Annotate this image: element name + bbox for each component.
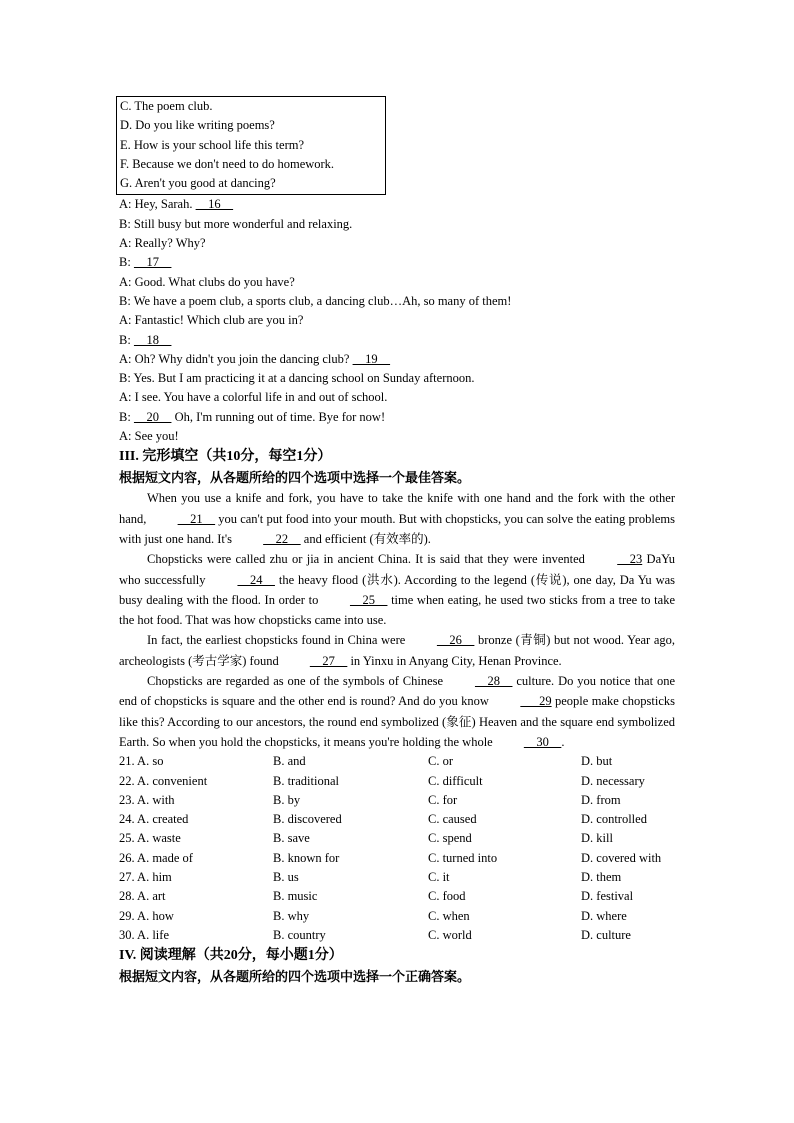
section-3-instruction: 根据短文内容，从各题所给的四个选项中选择一个最佳答案。 xyxy=(119,470,471,486)
dialogue-line xyxy=(119,292,675,311)
choice-option: C. it xyxy=(428,869,450,884)
dialogue-line xyxy=(119,388,675,407)
passage-paragraph xyxy=(119,671,675,752)
choice-option: D. from xyxy=(581,792,621,807)
choice-option: C. turned into xyxy=(428,850,498,865)
choice-option: C. for xyxy=(428,792,458,807)
choice-option: C. difficult xyxy=(428,773,483,788)
choice-option: B. traditional xyxy=(273,773,339,788)
options-box xyxy=(116,96,386,195)
dialogue-text: A: I see. You have a colorful life in and out of school. xyxy=(119,390,388,405)
answer-blank: 16 xyxy=(195,197,234,212)
dialogue-line xyxy=(119,234,675,253)
choice-option: 27. A. him xyxy=(119,869,172,884)
choice-row xyxy=(119,829,675,848)
option-line: G. Aren't you good at dancing? xyxy=(120,176,276,191)
passage-paragraph xyxy=(119,488,675,549)
choice-option: B. and xyxy=(273,754,306,769)
choice-option: D. controlled xyxy=(581,812,647,827)
answer-blank: 18 xyxy=(133,332,172,347)
choice-option: 24. A. created xyxy=(119,812,189,827)
dialogue-text: A: Oh? Why didn't you join the dancing club? xyxy=(119,351,353,366)
choice-option: 23. A. with xyxy=(119,792,175,807)
choice-option: 28. A. art xyxy=(119,889,166,904)
answer-blank: 27 xyxy=(309,653,348,668)
passage-text: When you use a knife and fork, you have to take the knife with one hand and the fork with the other hand, xyxy=(119,491,675,526)
choice-option: D. where xyxy=(581,908,627,923)
choice-option: 25. A. waste xyxy=(119,831,181,846)
option-line: C. The poem club. xyxy=(120,99,213,113)
dialogue-text: Oh, I'm running out of time. Bye for now! xyxy=(171,409,386,424)
dialogue-line xyxy=(119,408,675,427)
dialogue-text: A: Hey, Sarah. xyxy=(119,197,196,212)
passage-text: DaYu who successfully xyxy=(119,552,676,587)
answer-blank: 26 xyxy=(436,633,475,648)
choice-option: 21. A. so xyxy=(119,754,164,769)
answer-blank: 30 xyxy=(523,734,562,749)
answer-blank: 21 xyxy=(177,511,216,526)
dialogue-line xyxy=(119,427,675,446)
dialogue xyxy=(119,195,675,446)
choice-option: C. spend xyxy=(428,831,472,846)
passage-text: the heavy flood (洪水). According to the legend (传说), one day, Da Yu was busy dealing with the flood. In order to xyxy=(119,572,676,607)
choice-option: C. world xyxy=(428,927,472,942)
choice-row xyxy=(119,849,675,868)
passage-text: bronze (青铜) but not wood. Year ago, archeologists (考古学家) found xyxy=(119,633,675,668)
passage-text: you can't put food into your mouth. But with chopsticks, you can solve the eating problems with just one hand. It's xyxy=(119,511,675,546)
answer-blank: 23 xyxy=(617,552,643,567)
dialogue-line xyxy=(119,253,675,272)
choice-row xyxy=(119,752,675,771)
choice-row xyxy=(119,907,675,926)
choice-option: C. when xyxy=(428,908,470,923)
passage-text: people make chopsticks like this? According to our ancestors, the round end symbolized (象征) Heaven and the square end symbolized Earth. So when you hold the chopsticks, it means you're holding the whole xyxy=(119,694,675,749)
dialogue-text: A: Really? Why? xyxy=(119,236,206,251)
choice-row xyxy=(119,810,675,829)
section-3-title: III. 完形填空（共10分，每空1分） xyxy=(119,449,332,465)
passage-text: Chopsticks were called zhu or jia in ancient China. It is said that they were invented xyxy=(147,552,590,567)
choice-option: C. caused xyxy=(428,812,477,827)
choice-option: D. culture xyxy=(581,927,631,942)
section-4-title: IV. 阅读理解（共20分，每小题1分） xyxy=(119,948,343,964)
answer-blank: 20 xyxy=(133,409,172,424)
dialogue-text: A: Fantastic! Which club are you in? xyxy=(119,313,304,328)
choice-option: C. food xyxy=(428,889,466,904)
worksheet-page xyxy=(119,96,675,987)
choice-row xyxy=(119,887,675,906)
choice-row xyxy=(119,926,675,945)
answer-blank: 28 xyxy=(474,674,513,689)
passage-text: and efficient (有效率的). xyxy=(300,531,431,546)
cloze-choices xyxy=(119,752,675,945)
passage-text: . xyxy=(561,734,565,749)
dialogue-text: B: Still busy but more wonderful and relaxing. xyxy=(119,216,353,231)
dialogue-text: A: See you! xyxy=(119,429,179,444)
answer-blank: 19 xyxy=(352,351,391,366)
dialogue-line xyxy=(119,195,675,214)
choice-row xyxy=(119,868,675,887)
option-line: F. Because we don't need to do homework. xyxy=(120,156,335,171)
dialogue-line xyxy=(119,350,675,369)
choice-option: B. known for xyxy=(273,850,340,865)
choice-option: D. necessary xyxy=(581,773,645,788)
choice-option: 29. A. how xyxy=(119,908,174,923)
dialogue-text: B: Yes. But I am practicing it at a dancing school on Sunday afternoon. xyxy=(119,371,475,386)
passage-paragraph xyxy=(119,630,675,671)
choice-option: B. discovered xyxy=(273,812,342,827)
dialogue-line xyxy=(119,369,675,388)
choice-option: 22. A. convenient xyxy=(119,773,208,788)
dialogue-text: A: Good. What clubs do you have? xyxy=(119,274,295,289)
choice-option: B. save xyxy=(273,831,310,846)
answer-blank: 25 xyxy=(349,592,388,607)
choice-option: D. festival xyxy=(581,889,634,904)
choice-option: D. them xyxy=(581,869,622,884)
dialogue-text: B: xyxy=(119,332,134,347)
choice-option: 30. A. life xyxy=(119,927,169,942)
cloze-passage xyxy=(119,488,675,752)
answer-blank: 22 xyxy=(263,531,301,546)
answer-blank: 17 xyxy=(133,255,172,270)
choice-option: B. why xyxy=(273,908,310,923)
dialogue-text: B: xyxy=(119,255,134,270)
dialogue-text: B: We have a poem club, a sports club, a dancing club…Ah, so many of them! xyxy=(119,293,512,308)
choice-option: B. country xyxy=(273,927,326,942)
choice-option: B. music xyxy=(273,889,318,904)
choice-row xyxy=(119,772,675,791)
passage-text: in Yinxu in Anyang City, Henan Province. xyxy=(347,653,562,668)
section-4-instruction: 根据短文内容，从各题所给的四个选项中选择一个正确答案。 xyxy=(119,969,471,985)
passage-text: In fact, the earliest chopsticks found in China were xyxy=(147,633,409,648)
dialogue-text: B: xyxy=(119,409,134,424)
choice-option: D. covered with xyxy=(581,850,662,865)
choice-option: B. by xyxy=(273,792,301,807)
option-line: D. Do you like writing poems? xyxy=(120,118,275,133)
passage-paragraph xyxy=(119,549,675,630)
passage-text: time when eating, he used two sticks from a tree to take the hot food. That was how chopsticks came into use. xyxy=(119,592,676,628)
dialogue-line xyxy=(119,311,675,330)
choice-row xyxy=(119,791,675,810)
choice-option: 26. A. made of xyxy=(119,850,193,865)
passage-text: culture. Do you notice that one end of chopsticks is square and the other end is round? And do you know xyxy=(119,674,675,709)
choice-option: D. kill xyxy=(581,831,613,846)
answer-blank: 24 xyxy=(237,572,275,587)
answer-blank: 29 xyxy=(520,694,552,709)
dialogue-line xyxy=(119,215,675,234)
choice-option: B. us xyxy=(273,869,299,884)
dialogue-line xyxy=(119,273,675,292)
passage-text: Chopsticks are regarded as one of the symbols of Chinese xyxy=(147,674,447,689)
dialogue-line xyxy=(119,331,675,350)
choice-option: C. or xyxy=(428,754,453,769)
option-line: E. How is your school life this term? xyxy=(120,137,304,152)
choice-option: D. but xyxy=(581,754,613,769)
